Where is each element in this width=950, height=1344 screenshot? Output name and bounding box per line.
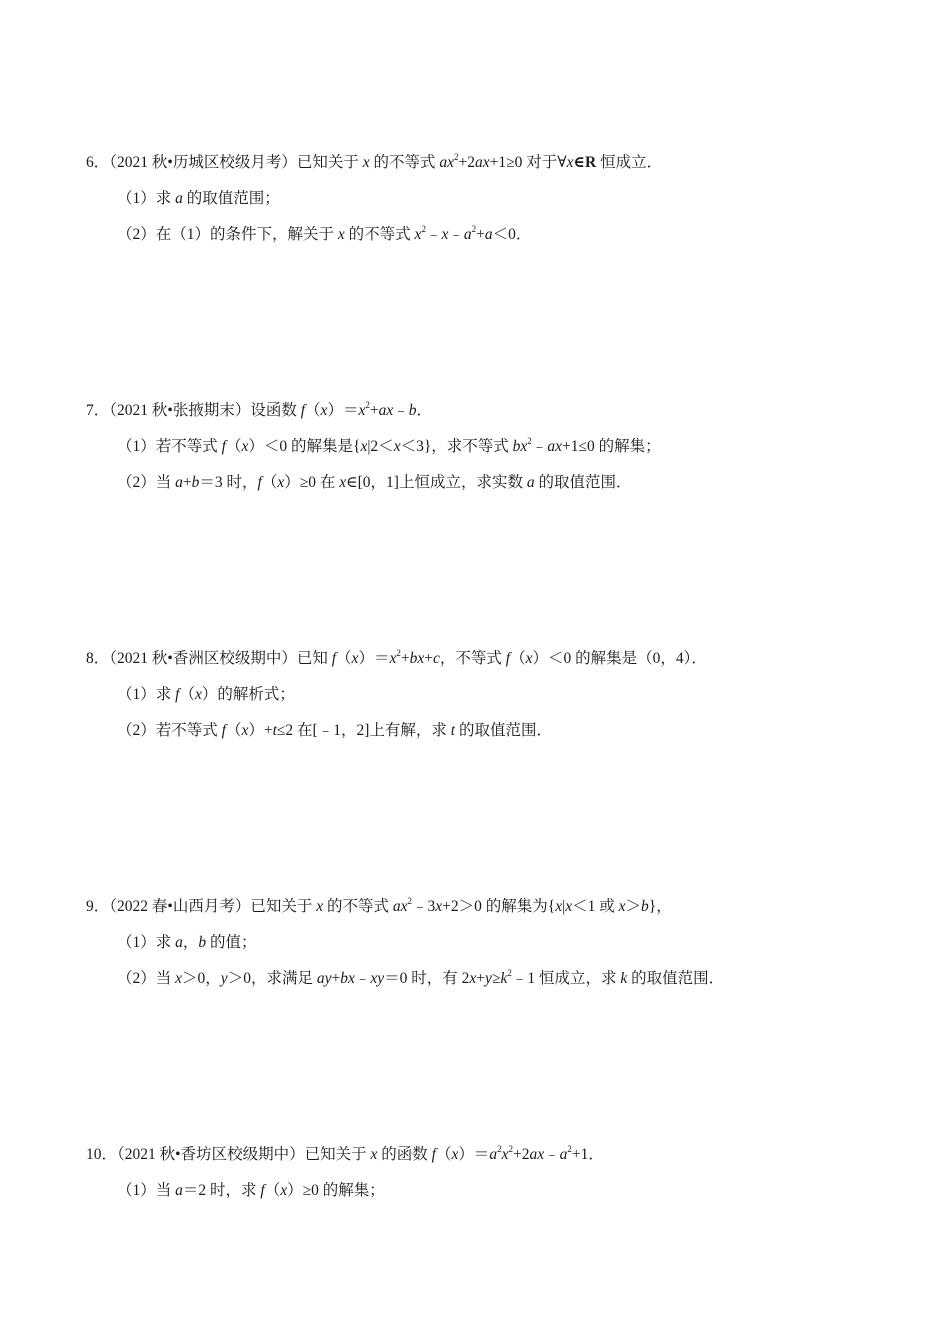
problem-part-1: （1）求 f（x）的解析式； bbox=[117, 686, 295, 703]
problem-source: （2021 秋•香洲区校级期中） bbox=[109, 650, 297, 667]
problem-number: 8． bbox=[86, 650, 110, 667]
problem-source: （2021 秋•历城区校级月考） bbox=[109, 154, 297, 171]
problem-source: （2021 秋•香坊区校级期中） bbox=[117, 1146, 305, 1163]
problem-source: （2022 春•山西月考） bbox=[109, 898, 251, 915]
problem-part-2: （2）若不等式 f（x）+t≤2 在[﹣1，2]上有解，求 t 的取值范围． bbox=[117, 722, 552, 739]
problem-part-2: （2）在（1）的条件下，解关于 x 的不等式 $x^2﹣x﹣a^2+a<0$． bbox=[117, 224, 532, 243]
problem-part-2: （2）当 a+b＝3 时，f（x）≥0 在 x∈[0，1]上恒成立，求实数 a 的取值范围． bbox=[117, 474, 632, 491]
problem-part-1: （1）当 a＝2 时，求 f（x）≥0 的解集； bbox=[117, 1182, 385, 1199]
problem-stem: 8．（2021 秋•香洲区校级期中）已知 $f(x)=x^2+bx+c$，不等式 f（x）＜0 的解集是（0，4）． bbox=[86, 648, 707, 667]
problem-part-1: （1）若不等式 f（x）＜0 的解集是{x|2＜x＜3}，求不等式 $bx^2﹣ax+1\le 0$ 的解集； bbox=[117, 436, 661, 455]
problem-stem: 9．（2022 春•山西月考）已知关于 x 的不等式 $ax^2﹣3x+2>0$ 的解集为{x|x＜1 或 x＞b}， bbox=[86, 896, 672, 915]
problem-part-1: （1）求 a，b 的值； bbox=[117, 934, 257, 951]
problem-part-2: （2）当 x＞0，y＞0，求满足 ay+bx﹣xy＝0 时，有 $2x+y\ge k^2﹣1$ 恒成立，求 k 的取值范围． bbox=[117, 968, 725, 987]
problem-number: 7． bbox=[86, 402, 110, 419]
problem-stem: 10．（2021 秋•香坊区校级期中）已知关于 x 的函数 $f(x)=a^2x^2+2ax﹣a^2+1$． bbox=[86, 1144, 604, 1163]
problem-number: 10． bbox=[86, 1146, 118, 1163]
problem-number: 6． bbox=[86, 154, 110, 171]
problem-stem: 6．（2021 秋•历城区校级月考）已知关于 x 的不等式 $ax^2+2ax+1\ge 0$ 对于∀x∈R 恒成立． bbox=[86, 152, 663, 171]
problem-source: （2021 秋•张掖期末） bbox=[109, 402, 251, 419]
problem-stem: 7．（2021 秋•张掖期末）设函数 $f(x)=x^2+ax﹣b$． bbox=[86, 400, 433, 419]
problem-number: 9． bbox=[86, 898, 110, 915]
problem-part-1: （1）求 a 的取值范围； bbox=[117, 190, 280, 207]
